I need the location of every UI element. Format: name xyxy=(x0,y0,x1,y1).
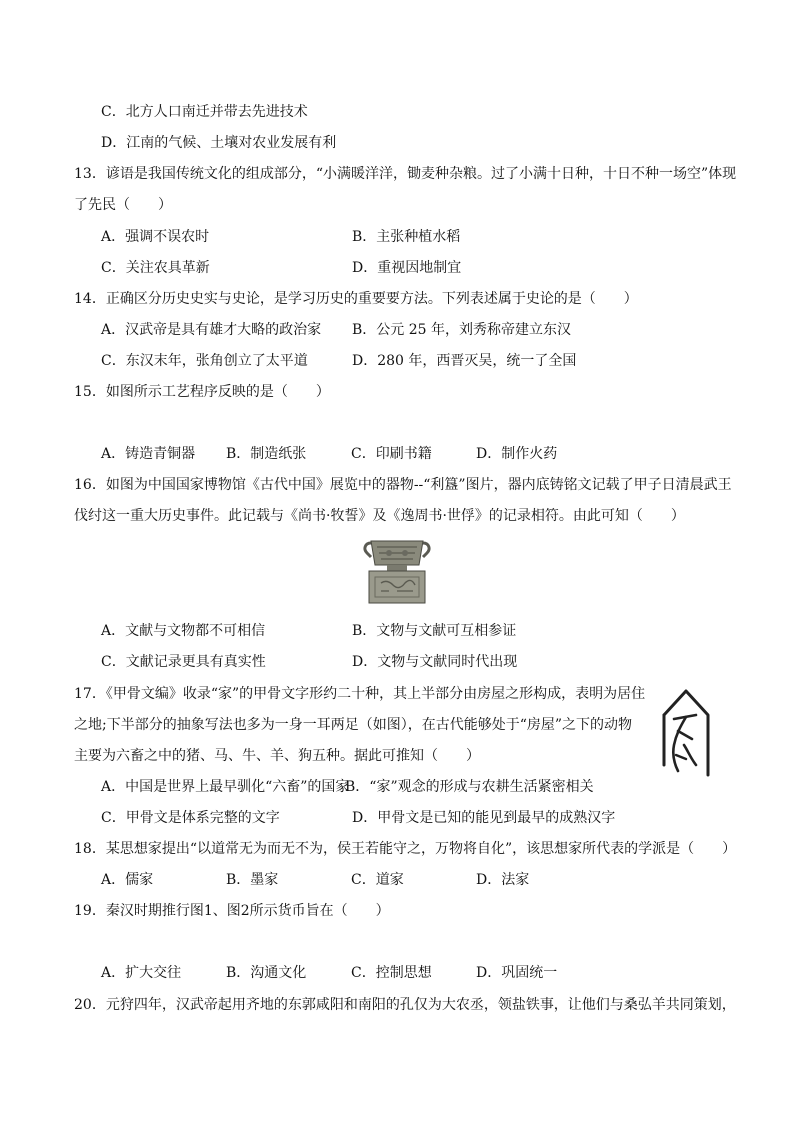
q13-stem-line1: 13．谚语是我国传统文化的组成部分，“小满暖洋洋，锄麦种杂粮。过了小满十日种，十日不种一场空”体现 xyxy=(74,166,737,182)
q15-option-c: C．印刷书籍 xyxy=(351,446,432,462)
q14-option-d: D．280 年，西晋灭吴，统一了全国 xyxy=(352,353,577,369)
q16-option-d: D．文物与文献同时代出现 xyxy=(352,654,518,670)
q19-option-c: C．控制思想 xyxy=(351,965,432,981)
q14-stem: 14．正确区分历史史实与史论，是学习历史的重要要方法。下列表述属于史论的是（ ） xyxy=(74,291,638,307)
q13-option-a: A．强调不误农时 xyxy=(101,229,210,245)
q14-option-a: A．汉武帝是具有雄才大略的政治家 xyxy=(101,322,322,338)
q16-option-b: B．文物与文献可互相参证 xyxy=(352,623,517,639)
q13-option-b: B．主张种植水稻 xyxy=(352,229,461,245)
q17-option-d: D．甲骨文是已知的能见到最早的成熟汉字 xyxy=(352,810,616,826)
q15-option-b: B．制造纸张 xyxy=(226,446,307,462)
q16-option-c: C．文献记录更具有真实性 xyxy=(101,654,266,670)
q13-stem-line2: 了先民（ ） xyxy=(74,197,172,213)
q17-stem-line3: 主要为六畜之中的猪、马、牛、羊、狗五种。据此可推知（ ） xyxy=(74,748,480,764)
q14-option-b: B．公元 25 年，刘秀称帝建立东汉 xyxy=(352,322,572,338)
q18-option-d: D．法家 xyxy=(476,872,530,888)
li-gui-bronze-vessel-image xyxy=(357,535,437,605)
q13-option-c: C．关注农具革新 xyxy=(101,260,210,276)
q17-option-a: A．中国是世界上最早驯化“六畜”的国家 xyxy=(101,779,350,795)
q16-stem-line1: 16．如图为中国国家博物馆《古代中国》展览中的器物--“利簋”图片，器内底铸铭文记载了甲子日清晨武王 xyxy=(74,477,732,493)
q12-option-d: D．江南的气候、土壤对农业发展有利 xyxy=(101,135,337,151)
q19-option-d: D．巩固统一 xyxy=(476,965,558,981)
q17-stem-line2: 之地;下半部分的抽象写法也多为一身一耳两足（如图），在古代能够处于“房屋”之下的动物 xyxy=(74,717,633,733)
q17-option-c: C．甲骨文是体系完整的文字 xyxy=(101,810,280,826)
q18-stem: 18．某思想家提出“以道常无为而无不为，侯王若能守之，万物将自化”，该思想家所代表的学派是（ ） xyxy=(74,841,737,857)
q15-option-d: D．制作火药 xyxy=(476,446,558,462)
q18-option-a: A．儒家 xyxy=(101,872,154,888)
q12-option-c: C．北方人口南迁并带去先进技术 xyxy=(101,104,308,120)
q19-stem: 19．秦汉时期推行图1、图2所示货币旨在（ ） xyxy=(74,903,390,919)
q16-stem-line2: 伐纣这一重大历史事件。此记载与《尚书·牧誓》及《逸周书·世俘》的记录相符。由此可知（ ） xyxy=(74,508,685,524)
q17-stem-line1: 17．《甲骨文编》收录“家”的甲骨文字形约二十种，其上半部分由房屋之形构成，表明为居住 xyxy=(74,686,646,702)
q18-option-c: C．道家 xyxy=(351,872,404,888)
q16-option-a: A．文献与文物都不可相信 xyxy=(101,623,266,639)
q19-option-b: B．沟通文化 xyxy=(226,965,307,981)
q15-stem: 15．如图所示工艺程序反映的是（ ） xyxy=(74,384,330,400)
q15-option-a: A．铸造青铜器 xyxy=(101,446,196,462)
q14-option-c: C．东汉末年，张角创立了太平道 xyxy=(101,353,308,369)
q18-option-b: B．墨家 xyxy=(226,872,279,888)
q20-stem: 20．元狩四年，汉武帝起用齐地的东郭咸阳和南阳的孔仅为大农丞，领盐铁事，让他们与桑弘羊共同策划， xyxy=(74,997,736,1013)
oracle-bone-jia-character-image xyxy=(656,685,716,780)
q13-option-d: D．重视因地制宜 xyxy=(352,260,462,276)
q17-option-b: B．“家”观念的形成与农耕生活紧密相关 xyxy=(345,779,594,795)
q19-option-a: A．扩大交往 xyxy=(101,965,182,981)
